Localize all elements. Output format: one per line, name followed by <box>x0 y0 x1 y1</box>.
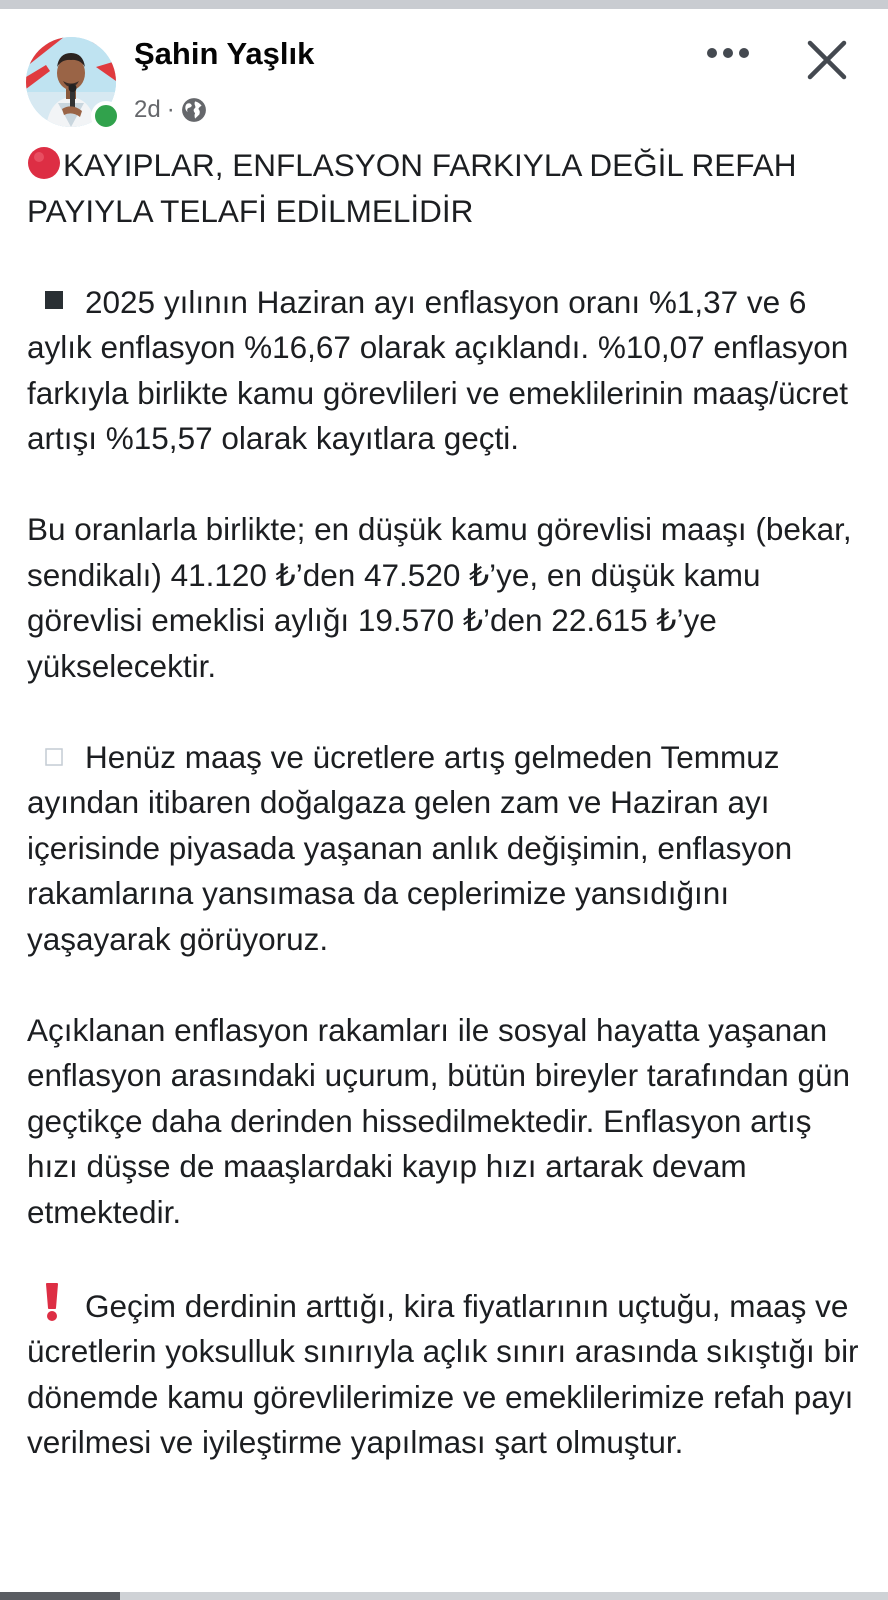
post-text <box>27 143 867 1466</box>
more-options-icon[interactable] <box>702 39 754 67</box>
author-name[interactable]: Şahin Yaşlık <box>134 36 315 71</box>
post-title: KAYIPLAR, ENFLASYON FARKIYLA DEĞİL REFAH PAYIYLA TELAFİ EDİLMELİDİR <box>27 147 797 229</box>
paragraph-salary-figures: Bu oranlarla birlikte; en düşük kamu görevlisi maaşı (bekar, sendikalı) 41.120 ₺’den 47.520 ₺’ye, en düşük kamu görevlisi emeklisi aylığı 19.570 ₺’den 22.615 ₺’ye yükselecektir. <box>27 511 852 684</box>
post-meta <box>134 93 207 127</box>
red-circle-icon <box>27 146 61 180</box>
close-icon[interactable] <box>806 39 848 81</box>
paragraph-inflation-rates: 2025 yılının Haziran ayı enflasyon oranı %1,37 ve 6 aylık enflasyon %16,67 olarak açıklandı. %10,07 enflasyon farkıyla birlikte kamu görevlileri ve emeklilerinin maaş/ücret artışı %15,57 olarak kayıtlara geçti. <box>27 283 849 456</box>
paragraph-inflation-gap: Açıklanan enflasyon rakamları ile sosyal hayatta yaşanan enflasyon arasındaki uçurum, bütün bireyler tarafından gün geçtikçe daha derinden hissedilmektedir. Enflasyon artış hızı düşse de maaşlardaki kayıp hızı artarak devam etmektedir. <box>27 1011 850 1230</box>
meta-separator: · <box>166 96 175 123</box>
post-title-paragraph <box>27 143 867 234</box>
white-square-icon <box>45 748 63 766</box>
paragraph-welfare-demand: Geçim derdinin arttığı, kira fiyatlarının uçtuğu, maaş ve ücretlerin yoksulluk sınırıyla açlık sınırı arasında sıkıştığı bir dönemde kamu görevlilerimize ve emeklilerimize refah payı verilmesi ve iyileştirme yapılması şart olmuştur. <box>27 1281 867 1466</box>
post-header <box>0 9 888 139</box>
online-status-indicator <box>91 101 121 131</box>
post-time[interactable]: 2d <box>134 96 161 123</box>
paragraph-gas-prices: Henüz maaş ve ücretlere artış gelmeden Temmuz ayından itibaren doğalgaza gelen zam ve Haziran ayı içerisinde piyasada yaşanan anlık değişimin, enflasyon rakamlarına yansımasa da ceplerimize yansıdığını yaşayarak görüyoruz. <box>27 738 793 957</box>
bottom-divider <box>0 1592 888 1600</box>
black-square-icon <box>43 289 65 311</box>
globe-icon[interactable] <box>181 97 207 123</box>
top-divider <box>0 0 888 9</box>
bottom-bar-accent <box>0 1592 120 1600</box>
exclamation-icon <box>39 1281 65 1323</box>
